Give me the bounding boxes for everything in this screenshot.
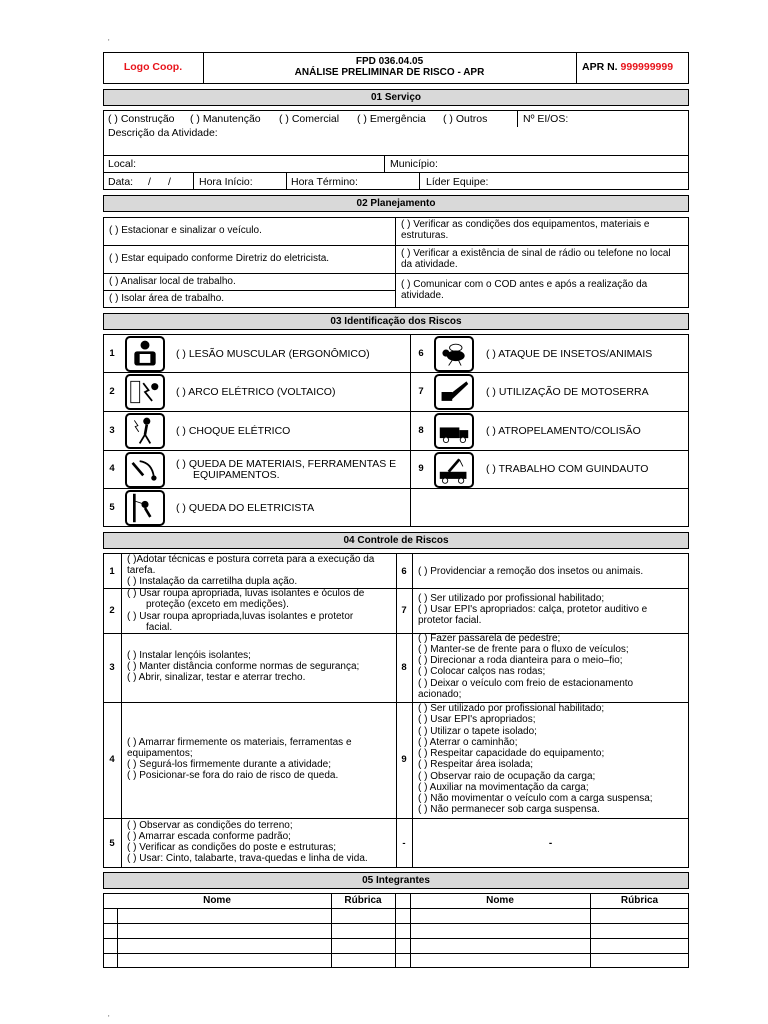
control-item[interactable]: ( ) Utilizar o tapete isolado;: [418, 726, 537, 737]
section-planejamento-title: 02 Planejamento: [103, 195, 689, 212]
control-item[interactable]: ( ) Usar roupa apropriada, luvas isolantes e óculos de: [127, 588, 365, 599]
plan-item[interactable]: ( ) Verificar a existência de sinal de rádio ou telefone no local da atividade.: [401, 248, 671, 270]
control-number: 1: [109, 566, 115, 577]
data-separator: /: [148, 176, 151, 188]
risk-number: 6: [418, 348, 424, 359]
risk-label[interactable]: ( ) LESÃO MUSCULAR (ERGONÔMICO): [176, 348, 370, 360]
municipio-field[interactable]: Município:: [390, 158, 438, 170]
descricao-field[interactable]: Descrição da Atividade:: [108, 127, 218, 139]
control-item[interactable]: ( ) Instalar lençóis isolantes;: [127, 650, 251, 661]
service-type-construcao[interactable]: ( ) Construção: [108, 113, 175, 125]
control-item[interactable]: ( ) Usar EPI's apropriados: calça, protetor auditivo e: [418, 604, 648, 615]
section-servico-title: 01 Serviço: [103, 89, 689, 106]
control-item[interactable]: ( ) Segurá-los firmemente durante a atividade;: [127, 759, 331, 770]
page-mark: ': [108, 1014, 110, 1023]
control-item[interactable]: ( ) Usar roupa apropriada,luvas isolantes e protetor: [127, 611, 354, 622]
lider-field[interactable]: Líder Equipe:: [426, 176, 489, 188]
ei-os-field[interactable]: Nº EI/OS:: [523, 113, 569, 125]
plan-item[interactable]: ( ) Verificar as condições dos equipamentos, materiais e estruturas.: [401, 219, 650, 241]
control-item-cont: tarefa.: [127, 565, 156, 576]
risk-number: 7: [418, 386, 424, 397]
control-number: 5: [109, 838, 115, 849]
page-mark: ': [108, 38, 110, 47]
control-item[interactable]: ( ) Fazer passarela de pedestre;: [418, 633, 561, 644]
risk-label[interactable]: ( ) TRABALHO COM GUINDAUTO: [486, 463, 649, 475]
control-item[interactable]: ( ) Amarrar escada conforme padrão;: [127, 831, 291, 842]
risk-label[interactable]: ( ) UTILIZAÇÃO DE MOTOSERRA: [486, 386, 649, 398]
control-item[interactable]: ( ) Verificar as condições do poste e estruturas;: [127, 842, 336, 853]
form-code: FPD 036.04.05: [355, 56, 424, 67]
service-type-manutencao[interactable]: ( ) Manutenção: [190, 113, 261, 125]
control-item[interactable]: ( ) Usar: Cinto, talabarte, trava-quedas e linha de vida.: [127, 853, 368, 864]
hora-termino-field[interactable]: Hora Término:: [291, 176, 358, 188]
local-field[interactable]: Local:: [108, 158, 137, 170]
section-riscos-title: 03 Identificação dos Riscos: [103, 313, 689, 330]
data-separator: /: [168, 176, 171, 188]
data-field[interactable]: Data:: [108, 176, 134, 188]
control-item[interactable]: ( ) Amarrar firmemente os materiais, ferramentas e: [127, 737, 352, 748]
service-type-outros[interactable]: ( ) Outros: [443, 113, 488, 125]
control-item[interactable]: ( ) Colocar calços nas rodas;: [418, 666, 546, 677]
risk-label[interactable]: ( ) ARCO ELÉTRICO (VOLTAICO): [176, 386, 336, 398]
control-item[interactable]: ( ) Respeitar área isolada;: [418, 759, 534, 770]
apr-label: APR N.: [582, 61, 618, 73]
plan-item[interactable]: ( ) Isolar área de trabalho.: [109, 293, 225, 304]
crane-truck-icon: [434, 452, 474, 488]
col-nome: Nome: [203, 895, 231, 906]
section-integrantes-title: 05 Integrantes: [103, 872, 689, 889]
control-item[interactable]: ( ) Usar EPI's apropriados;: [418, 714, 536, 725]
plan-item[interactable]: ( ) Comunicar com o COD antes e após a realização da atividade.: [401, 279, 648, 301]
control-item[interactable]: ( ) Não movimentar o veículo com a carga suspensa;: [418, 793, 653, 804]
control-item[interactable]: ( ) Aterrar o caminhão;: [418, 737, 518, 748]
control-item[interactable]: ( ) Manter-se de frente para o fluxo de veículos;: [418, 644, 629, 655]
ergonomic-icon: [125, 336, 165, 372]
electric-arc-icon: [125, 374, 165, 410]
control-item[interactable]: ( ) Auxiliar na movimentação da carga;: [418, 782, 589, 793]
risk-number: 8: [418, 425, 424, 436]
service-type-comercial[interactable]: ( ) Comercial: [279, 113, 340, 125]
control-number: 4: [109, 754, 115, 765]
control-number: 8: [401, 662, 407, 673]
electric-shock-icon: [125, 413, 165, 449]
risk-number: 4: [109, 463, 115, 474]
control-item-cont: facial.: [146, 622, 173, 633]
apr-number: 999999999: [620, 61, 674, 73]
control-number: 6: [401, 566, 407, 577]
control-number: -: [402, 838, 406, 849]
control-item[interactable]: ( ) Manter distância conforme normas de segurança;: [127, 661, 360, 672]
risk-label-continued: EQUIPAMENTOS.: [193, 469, 280, 481]
plan-item[interactable]: ( ) Estar equipado conforme Diretriz do eletricista.: [109, 253, 330, 264]
control-item[interactable]: ( ) Observar as condições do terreno;: [127, 820, 293, 831]
control-number: 9: [401, 754, 407, 765]
control-number: 7: [401, 605, 407, 616]
control-item-cont: acionado;: [418, 689, 462, 700]
control-item[interactable]: ( ) Providenciar a remoção dos insetos ou animais.: [418, 566, 644, 577]
control-item-cont: proteção (exceto em medições).: [146, 599, 289, 610]
control-item[interactable]: ( ) Não permanecer sob carga suspensa.: [418, 804, 600, 815]
hora-inicio-field[interactable]: Hora Início:: [199, 176, 253, 188]
control-item[interactable]: ( ) Ser utilizado por profissional habilitado;: [418, 703, 605, 714]
plan-item[interactable]: ( ) Estacionar e sinalizar o veículo.: [109, 225, 262, 236]
control-item[interactable]: ( ) Ser utilizado por profissional habilitado;: [418, 593, 605, 604]
service-type-emergencia[interactable]: ( ) Emergência: [357, 113, 426, 125]
risk-number: 1: [109, 348, 115, 359]
electrician-fall-icon: [125, 490, 165, 526]
apr-number-field: [582, 61, 673, 73]
risk-number: 2: [109, 386, 115, 397]
insect-icon: [434, 336, 474, 372]
risk-label[interactable]: ( ) ATAQUE DE INSETOS/ANIMAIS: [486, 348, 653, 360]
risk-number: 3: [109, 425, 115, 436]
control-number: 3: [109, 662, 115, 673]
control-item[interactable]: ( )Adotar técnicas e postura correta para a execução da: [127, 554, 375, 565]
control-item[interactable]: ( ) Instalação da carretilha dupla ação.: [127, 576, 298, 587]
risk-label[interactable]: ( ) QUEDA DE MATERIAIS, FERRAMENTAS E: [176, 458, 397, 470]
col-rubrica: Rúbrica: [620, 895, 659, 906]
risk-number: 5: [109, 502, 115, 513]
control-empty: -: [548, 838, 553, 849]
risk-label[interactable]: ( ) CHOQUE ELÉTRICO: [176, 425, 291, 437]
col-rubrica: Rúbrica: [344, 895, 382, 906]
plan-item[interactable]: ( ) Analisar local de trabalho.: [109, 276, 236, 287]
section-controle-title: 04 Controle de Riscos: [103, 532, 689, 549]
control-item[interactable]: ( ) Abrir, sinalizar, testar e aterrar trecho.: [127, 672, 306, 683]
col-nome: Nome: [486, 895, 514, 906]
control-number: 2: [109, 605, 115, 616]
risk-number: 9: [418, 463, 424, 474]
chainsaw-icon: [434, 374, 474, 410]
logo: Logo Coop.: [123, 61, 183, 73]
control-item[interactable]: ( ) Observar raio de ocupação da carga;: [418, 771, 596, 782]
risk-label[interactable]: ( ) QUEDA DO ELETRICISTA: [176, 502, 315, 514]
falling-tools-icon: [125, 452, 165, 488]
risk-label[interactable]: ( ) ATROPELAMENTO/COLISÃO: [486, 425, 641, 437]
control-item-cont: protetor facial.: [418, 615, 482, 626]
control-item[interactable]: ( ) Direcionar a roda dianteira para o meio–fio;: [418, 655, 623, 666]
control-item[interactable]: ( ) Deixar o veículo com freio de estacionamento: [418, 678, 634, 689]
truck-icon: [434, 413, 474, 449]
form-title: ANÁLISE PRELIMINAR DE RISCO - APR: [294, 67, 485, 78]
control-item[interactable]: ( ) Posicionar-se fora do raio de risco de queda.: [127, 770, 339, 781]
control-item[interactable]: ( ) Respeitar capacidade do equipamento;: [418, 748, 605, 759]
control-item-cont: equipamentos;: [127, 748, 193, 759]
